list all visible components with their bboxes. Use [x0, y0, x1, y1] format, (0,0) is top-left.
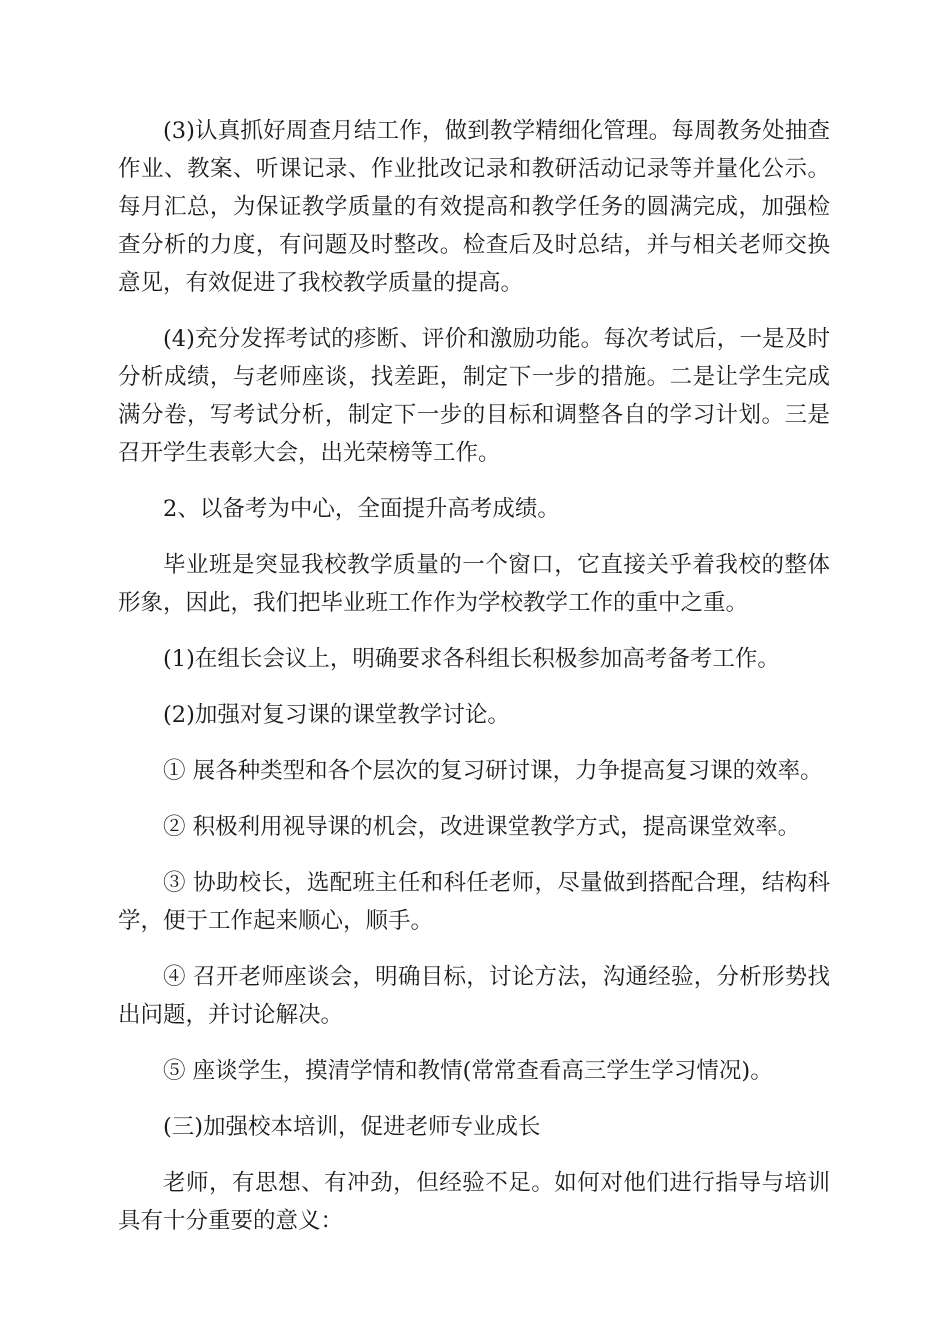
paragraph-item-4: ④ 召开老师座谈会，明确目标，讨论方法，沟通经验，分析形势找出问题，并讨论解决。: [118, 964, 830, 1028]
paragraph-section-training: (三)加强校本培训，促进老师专业成长: [163, 1114, 541, 1140]
paragraph-item-2: ② 积极利用视导课的机会，改进课堂教学方式，提高课堂效率。: [163, 814, 801, 840]
paragraph-exam-function: (4)充分发挥考试的疹断、评价和激励功能。每次考试后，一是及时分析成绩，与老师座谈，找差距，制定下一步的措施。二是让学生完成满分卷，写考试分析，制定下一步的目标和调整各自的学习计划。三是召开学生表彰大会，出光荣榜等工作。: [118, 326, 830, 466]
paragraph-section-exam-prep: 2、以备考为中心，全面提升高考成绩。: [163, 496, 560, 522]
paragraph-teacher-guidance: 老师，有思想、有冲劲，但经验不足。如何对他们进行指导与培训具有十分重要的意义：: [118, 1170, 830, 1234]
paragraph-item-1: ① 展各种类型和各个层次的复习研讨课，力争提高复习课的效率。: [163, 758, 823, 784]
paragraph-review-class: (2)加强对复习课的课堂教学讨论。: [163, 702, 510, 728]
paragraph-weekly-monthly-check: (3)认真抓好周查月结工作，做到教学精细化管理。每周教务处抽查作业、教案、听课记录、作业批改记录和教研活动记录等并量化公示。每月汇总，为保证教学质量的有效提高和教学任务的圆满完成，加强检查分析的力度，有问题及时整改。检查后及时总结，并与相关老师交换意见，有效促进了我校教学质量的提高。: [118, 118, 830, 296]
paragraph-graduating-class: 毕业班是突显我校教学质量的一个窗口，它直接关乎着我校的整体形象，因此，我们把毕业班工作作为学校教学工作的重中之重。: [118, 552, 830, 616]
paragraph-item-5: ⑤ 座谈学生，摸清学情和教情(常常查看高三学生学习情况)。: [163, 1058, 773, 1084]
document-body: [118, 112, 830, 1258]
paragraph-item-3: ③ 协助校长，选配班主任和科任老师，尽量做到搭配合理，结构科学，便于工作起来顺心，顺手。: [118, 870, 830, 934]
paragraph-group-meeting: (1)在组长会议上，明确要求各科组长积极参加高考备考工作。: [163, 646, 780, 672]
